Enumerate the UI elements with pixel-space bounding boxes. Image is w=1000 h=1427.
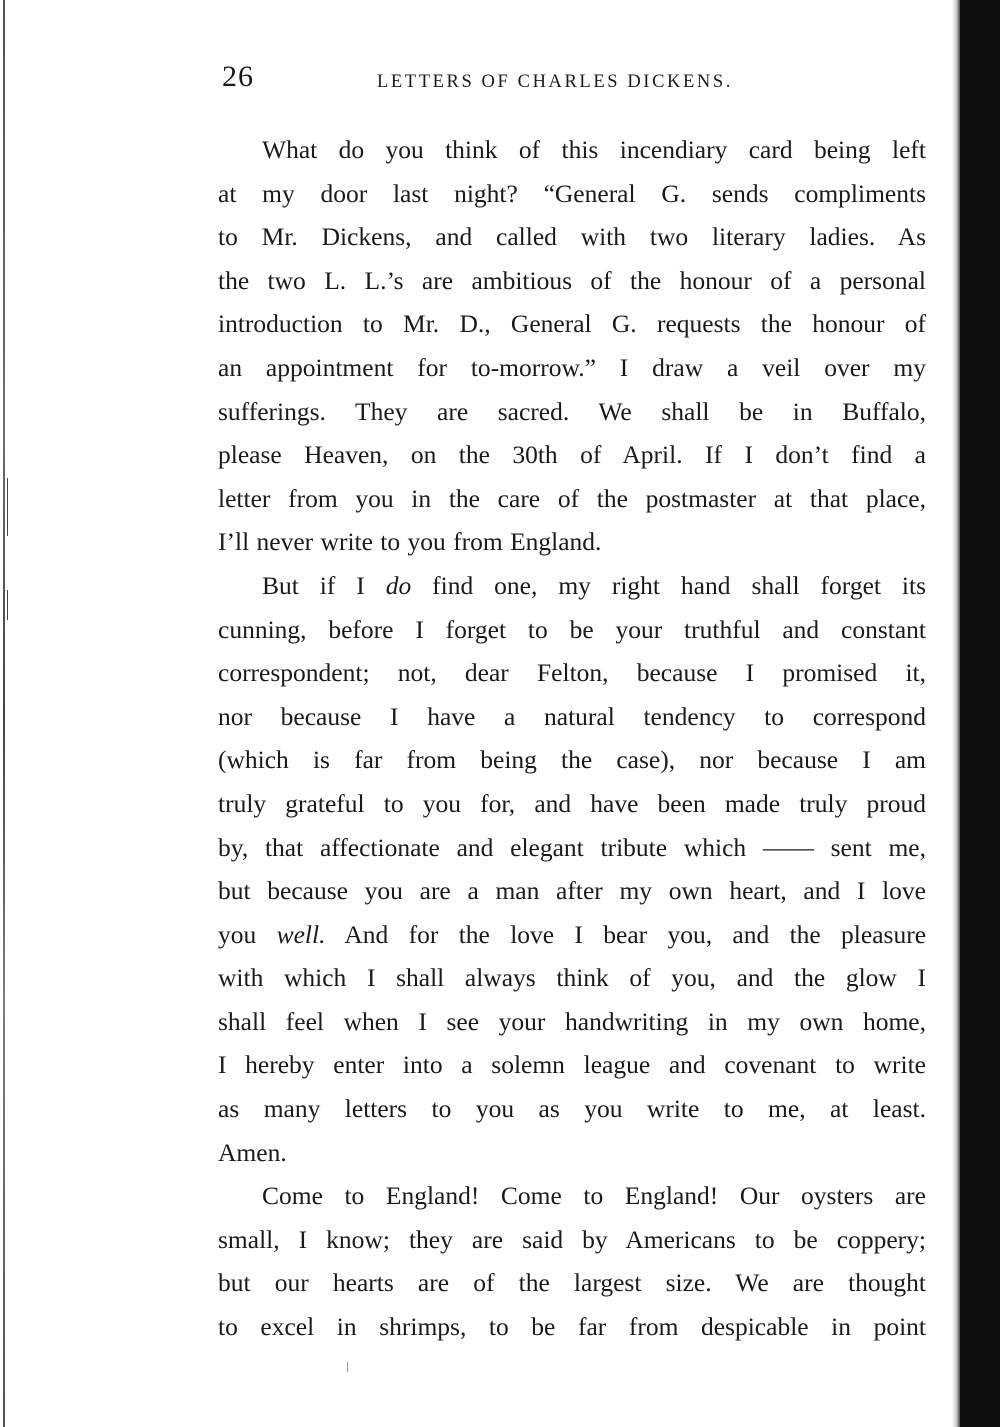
edge-mark — [7, 590, 8, 620]
text-line: please Heaven, on the 30th of April. If I don’t find a — [218, 440, 926, 470]
text-line: shall feel when I see your handwriting in my own home, — [218, 1006, 926, 1036]
text-line: but because you are a man after my own heart, and I love — [218, 876, 926, 906]
text-line: with which I shall always think of you, and the glow I — [218, 963, 926, 993]
text-line: an appointment for to-morrow.” I draw a veil over my — [218, 352, 926, 382]
text-line: But if I do find one, my right hand shall forget its — [262, 570, 926, 600]
text-line: introduction to Mr. D., General G. requests the honour of — [218, 309, 926, 339]
printer-mark — [347, 1362, 348, 1372]
paragraph — [218, 564, 926, 1174]
text-line: small, I know; they are said by Americans to be coppery; — [218, 1224, 926, 1254]
page-number: 26 — [222, 60, 254, 93]
gutter-shadow — [952, 0, 960, 1427]
text-line: to Mr. Dickens, and called with two literary ladies. As — [218, 222, 926, 252]
italic-word: do — [385, 570, 412, 600]
right-gutter — [960, 0, 1000, 1427]
text-line: I hereby enter into a solemn league and covenant to write — [218, 1050, 926, 1080]
text-line: the two L. L.’s are ambitious of the honour of a personal — [218, 265, 926, 295]
text-line: cunning, before I forget to be your truthful and constant — [218, 614, 926, 644]
binding-edge — [3, 0, 5, 1427]
page-header — [222, 60, 922, 100]
text-line: as many letters to you as you write to me, at least. — [218, 1094, 926, 1124]
text-line: What do you think of this incendiary card being left — [262, 135, 926, 164]
text-line: Amen. — [218, 1137, 287, 1167]
text-line: correspondent; not, dear Felton, because I promised it, — [218, 658, 926, 688]
text-line: by, that affectionate and elegant tribute which —— sent me, — [218, 832, 926, 862]
text-line: but our hearts are of the largest size. We are thought — [218, 1268, 926, 1298]
text-line: you well. And for the love I bear you, and the pleasure — [218, 919, 927, 949]
text-line: letter from you in the care of the postmaster at that place, — [218, 483, 926, 513]
text-line: at my door last night? “General G. sends compliments — [218, 178, 926, 208]
body-text — [218, 128, 926, 1349]
paragraph — [218, 1174, 926, 1348]
text-line: to excel in shrimps, to be far from despicable in point — [218, 1312, 926, 1342]
edge-mark — [7, 478, 8, 536]
text-line: truly grateful to you for, and have been made truly proud — [218, 788, 926, 818]
text-line: I’ll never write to you from England. — [218, 527, 602, 557]
running-title: LETTERS OF CHARLES DICKENS. — [377, 72, 733, 92]
text-line: sufferings. They are sacred. We shall be in Buffalo, — [218, 396, 926, 426]
italic-word: well. — [276, 919, 326, 949]
text-line: nor because I have a natural tendency to correspond — [218, 701, 926, 731]
text-line: Come to England! Come to England! Our oysters are — [262, 1181, 926, 1211]
text-line: (which is far from being the case), nor because I am — [218, 745, 926, 775]
paragraph — [218, 128, 926, 564]
